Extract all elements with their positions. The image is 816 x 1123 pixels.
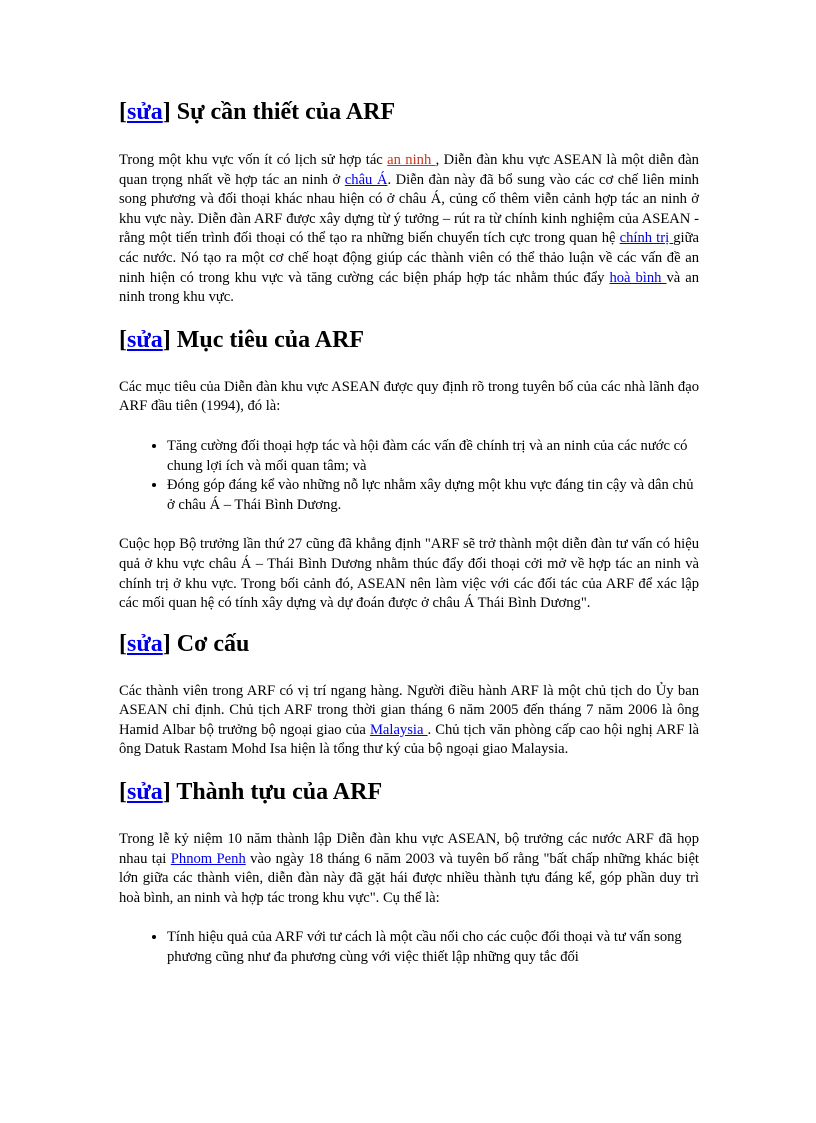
text-run: vào ngày 18 tháng 6 năm 2003 và tuyên bố rằng "bất chấp những khác biệt lớn giữa các thành viên, diễn đàn này đã gặt hái được nhiều thành tựu đáng kể, góp phần duy trì hoà bình, an ninh và hợp tác trong khu vực". Cụ thể là:	[119, 850, 699, 906]
paragraph	[119, 830, 699, 908]
edit-link[interactable]: sửa	[127, 326, 163, 353]
link-phnom-penh[interactable]: Phnom Penh	[170, 850, 246, 867]
edit-link[interactable]: sửa	[127, 779, 163, 806]
text-run: Trong một khu vực vốn ít có lịch sử hợp tác	[119, 152, 388, 168]
link-chau-a[interactable]: châu Á	[344, 171, 388, 188]
section-heading: [sửa] Mục tiêu của ARF	[119, 326, 365, 353]
text-run: . Diễn đàn này đã bổ sung vào các cơ chế liên minh song phương và đối thoại khác nhau hiện có ở châu Á, củng cố thêm viễn cảnh hợp tác an ninh ở khu vực này. Diễn đàn ARF được xây dựng từ ý tưởng – rút ra từ chính kinh nghiệm của ASEAN - rằng một tiến trình đối thoại có thể tạo ra những biến chuyển tích cực trong quan hệ	[119, 171, 699, 247]
section-title: Cơ cấu	[176, 630, 250, 657]
text-run: Các thành viên trong ARF có vị trí ngang hàng. Người điều hành ARF là một chủ tịch do Ủy ban ASEAN chỉ định. Chủ tịch ARF trong thời gian tháng 6 năm 2005 đến tháng 7 năm 2006 là ông Hamid Albar bộ trưởng bộ ngoại giao của	[119, 682, 699, 738]
text-run: . Chủ tịch văn phòng cấp cao hội nghị ARF là ông Datuk Rastam Mohd Isa hiện là tổng thư ký của bộ ngoại giao Malaysia.	[119, 721, 699, 758]
section-heading: [sửa] Cơ cấu	[119, 630, 250, 657]
bullet-list	[119, 928, 699, 967]
paragraph	[119, 151, 699, 308]
list-item: • Đóng góp đáng kể vào những nỗ lực nhằm xây dựng một khu vực đáng tin cậy và dân chủ ở châu Á – Thái Bình Dương.	[167, 476, 699, 515]
list-item: • Tính hiệu quả của ARF với tư cách là một cầu nối cho các cuộc đối thoại và tư vấn song phương cũng như đa phương cùng với việc thiết lập những quy tắc đối	[167, 928, 699, 967]
section-title: Mục tiêu của ARF	[176, 326, 365, 353]
section-heading: [sửa] Thành tựu của ARF	[119, 779, 383, 806]
list-item: • Tăng cường đối thoại hợp tác và hội đàm các vấn đề chính trị và an ninh của các nước có chung lợi ích và mối quan tâm; và	[167, 437, 699, 476]
edit-link[interactable]: sửa	[127, 99, 163, 125]
section-title: Thành tựu của ARF	[176, 779, 383, 806]
text-run: , Diễn đàn khu vực ASEAN là một diễn đàn quan trọng nhất về hợp tác an ninh ở	[119, 152, 699, 188]
edit-link[interactable]: sửa	[127, 630, 163, 657]
paragraph: Cuộc họp Bộ trưởng lần thứ 27 cũng đã khẳng định "ARF sẽ trở thành một diễn đàn tư vấn có hiệu quả ở khu vực châu Á – Thái Bình Dương nhằm thúc đẩy đối thoại cởi mở về hợp tác an ninh và chính trị ở khu vực. Trong bối cảnh đó, ASEAN nên làm việc với các đối tác của ARF để xác lập các mối quan hệ có tính xây dựng và dự đoán được ở châu Á Thái Bình Dương".	[119, 536, 699, 612]
document-page	[119, 96, 699, 968]
section-title: Sự cần thiết của ARF	[176, 99, 396, 125]
link-malaysia[interactable]: Malaysia	[369, 721, 428, 738]
paragraph	[119, 682, 699, 760]
paragraph: Các mục tiêu của Diễn đàn khu vực ASEAN được quy định rõ trong tuyên bố của các nhà lãnh đạo ARF đầu tiên (1994), đó là:	[119, 378, 699, 415]
section-heading: [sửa] Sự cần thiết của ARF	[119, 99, 396, 125]
bullet-list	[119, 437, 699, 515]
link-an-ninh[interactable]: an ninh	[387, 152, 436, 168]
text-run: Trong lễ kỷ niệm 10 năm thành lập Diễn đàn khu vực ASEAN, bộ trưởng các nước ARF đã họp nhau tại	[119, 831, 699, 867]
text-run: và an ninh trong khu vực.	[119, 269, 699, 306]
link-chinh-tri[interactable]: chính trị	[619, 230, 674, 247]
link-hoa-binh[interactable]: hoà bình	[609, 269, 667, 286]
text-run: giữa các nước. Nó tạo ra một cơ chế hoạt động giúp các thành viên có thể thảo luận về các vấn đề an ninh hiện có trong khu vực và tăng cường các biện pháp hợp tác nhằm thúc đẩy	[119, 230, 699, 286]
